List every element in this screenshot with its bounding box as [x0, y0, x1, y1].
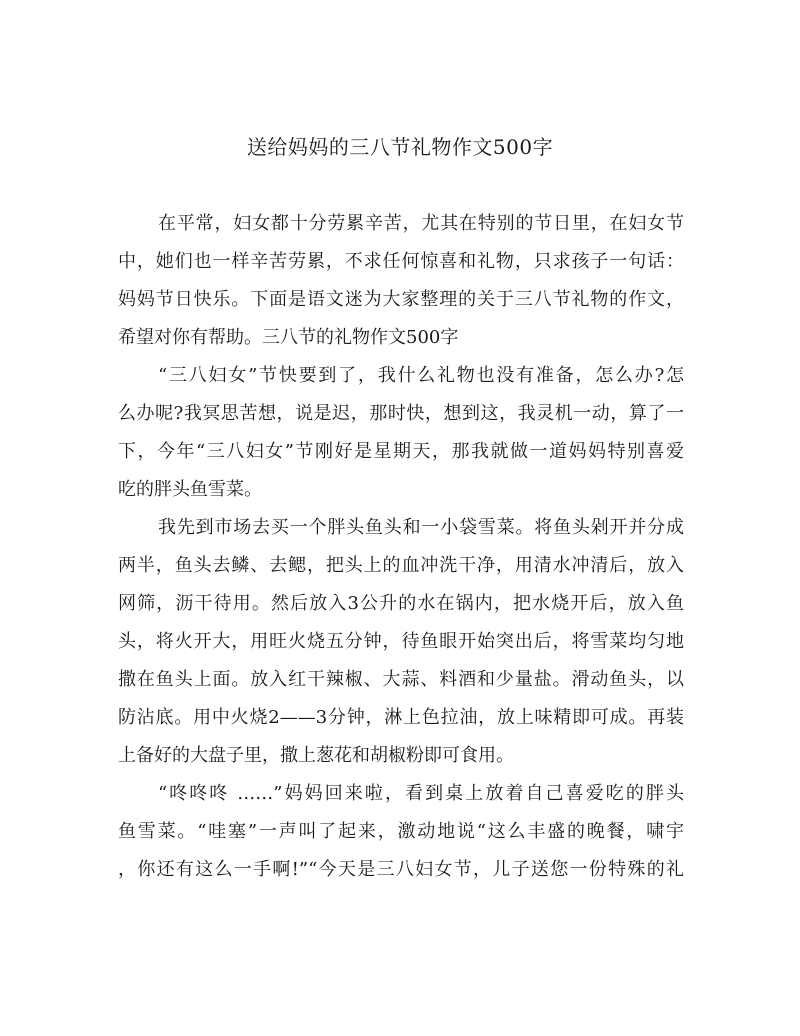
- paragraph-2-line-4: 吃的胖头鱼雪菜。: [118, 479, 262, 500]
- paragraph-4-line-3: ，你还有这么一手啊!”“今天是三八妇女节，儿子送您一份特殊的礼: [118, 859, 684, 880]
- paragraph-2-line-1: “三八妇女”节快要到了，我什么礼物也没有准备，怎么办?怎: [158, 365, 684, 386]
- paragraph-1-line-2: 中，她们也一样辛苦劳累，不求任何惊喜和礼物，只求孩子一句话：: [118, 251, 684, 272]
- paragraph-3-line-5: 撒在鱼头上面。放入红干辣椒、大蒜、料酒和少量盐。滑动鱼头，以: [118, 669, 684, 690]
- paragraph-2-line-3: 下，今年“三八妇女”节刚好是星期天，那我就做一道妈妈特别喜爱: [118, 441, 684, 462]
- paragraph-1-line-3: 妈妈节日快乐。下面是语文迷为大家整理的关于三八节礼物的作文，: [118, 289, 684, 310]
- paragraph-3-line-7: 上备好的大盘子里，撒上葱花和胡椒粉即可食用。: [118, 745, 514, 766]
- paragraph-3-line-6: 防沾底。用中火烧2——3分钟，淋上色拉油，放上味精即可成。再装: [118, 707, 684, 728]
- paragraph-2-line-2: 么办呢?我冥思苦想，说是迟，那时快，想到这，我灵机一动，算了一: [118, 403, 684, 424]
- document-body: [118, 205, 684, 889]
- paragraph-1-line-1: 在平常，妇女都十分劳累辛苦，尤其在特别的节日里，在妇女节: [158, 213, 684, 234]
- paragraph-4-line-2: 鱼雪菜。“哇塞”一声叫了起来，激动地说“这么丰盛的晚餐，啸宇: [118, 821, 684, 842]
- paragraph-1-line-4: 希望对你有帮助。三八节的礼物作文500字: [118, 327, 459, 348]
- paragraph-3-line-1: 我先到市场去买一个胖头鱼头和一小袋雪菜。将鱼头剁开并分成: [158, 517, 684, 538]
- paragraph-3-line-2: 两半，鱼头去鳞、去鳃，把头上的血冲洗干净，用清水冲清后，放入: [118, 555, 684, 576]
- paragraph-4-line-1: “咚咚咚 ……”妈妈回来啦，看到桌上放着自己喜爱吃的胖头: [158, 783, 684, 804]
- document-title: 送给妈妈的三八节礼物作文500字: [246, 135, 554, 159]
- paragraph-3-line-4: 头，将火开大，用旺火烧五分钟，待鱼眼开始突出后，将雪菜均匀地: [118, 631, 684, 652]
- paragraph-3-line-3: 网筛，沥干待用。然后放入3公升的水在锅内，把水烧开后，放入鱼: [118, 593, 684, 614]
